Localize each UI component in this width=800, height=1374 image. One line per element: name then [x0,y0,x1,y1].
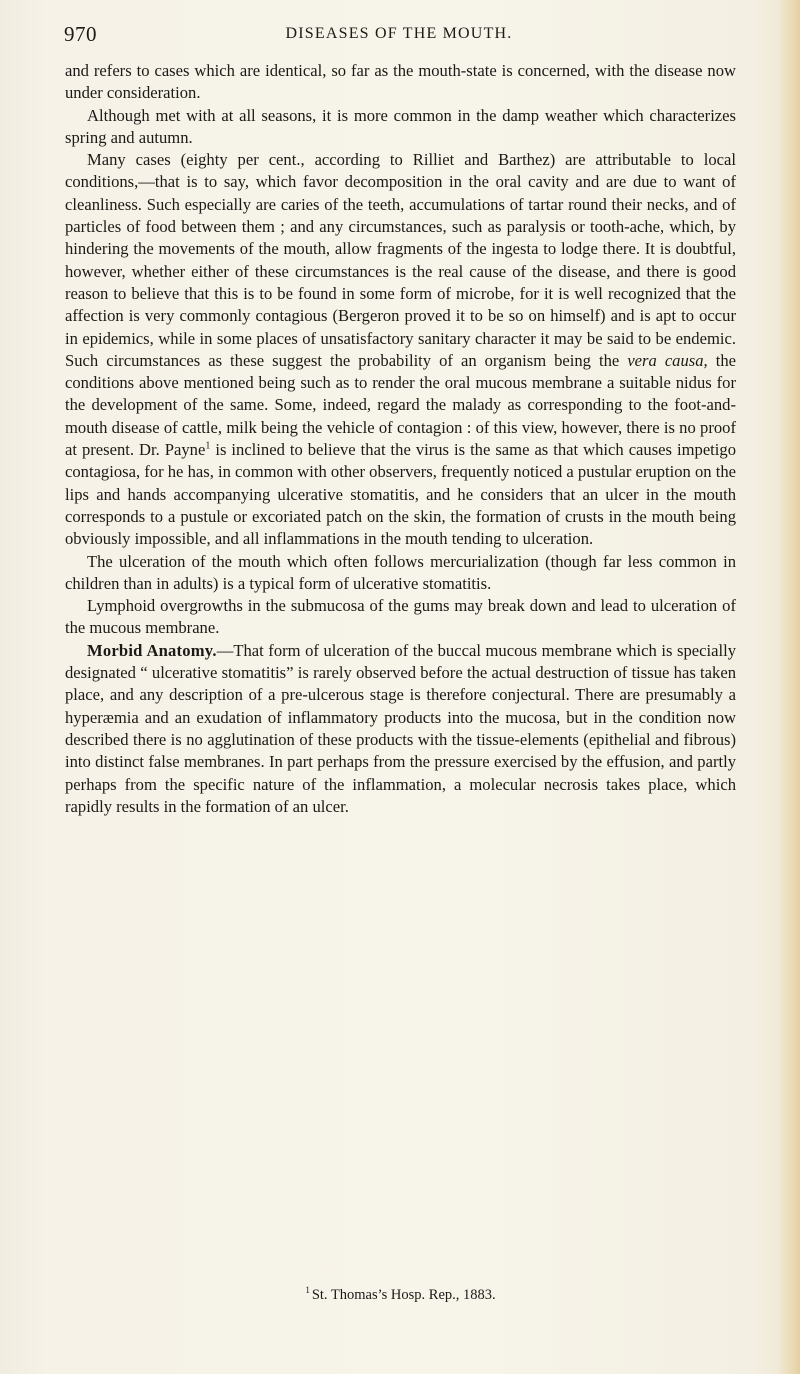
footnote-reference: 1 [205,440,211,452]
footnote-text: St. Thomas’s Hosp. Rep., 1883. [311,1287,496,1303]
running-head: DISEASES OF THE MOUTH. [285,25,513,42]
causes-text-part-2: the conditions above mentioned being such as to render the oral mucous membrane a suitable nidus for the development of the same. Some, indeed, regard the malady as corresponding to the foot-and-mouth disease of cattle, milk being the vehicle of contagion : of this view, however, there is no proof at present. Dr. Payne [65,350,736,460]
causes-text-part-3: is inclined to believe that the virus is the same as that which causes impetigo contagiosa, for he has, in common with other observers, frequently noticed a pustular eruption on the lips and hands accompanying ulcerative stomatitis, and he considers that an ulcer in the mouth corresponds to a pustule or excoriated patch on the skin, the formation of crusts in the mouth being obviously impossible, and all inflammations in the mouth tending to ulceration. [65,440,736,549]
section-heading-morbid-anatomy: Morbid Anatomy. [87,640,217,660]
paragraph-morbid-anatomy [65,640,736,818]
paragraph-mercurialization: The ulceration of the mouth which often follows mercurialization (though far less common in children than in adults) is a typical form of ulcerative stomatitis. [65,551,736,593]
vera-causa-italic: vera causa, [627,350,708,370]
footnote [65,1287,736,1304]
page-header [64,22,734,46]
paragraph-lymphoid: Lymphoid overgrowths in the submucosa of the gums may break down and lead to ulceration of the mucous membrane. [65,596,736,638]
footnote-marker: 1 [305,1285,310,1296]
page-number: 970 [64,22,97,46]
causes-text-part-1: Many cases (eighty per cent., according to Rilliet and Barthez) are attributable to local conditions,—that is to say, which favor decomposition in the oral cavity and are due to want of cleanliness. Such especially are caries of the teeth, accumulations of tartar round their necks, and of particles of food between them ; and any circumstances, such as paralysis or tooth-ache, which, by hindering the movements of the mouth, allow fragments of the ingesta to lodge there. It is doubtful, however, whether either of these circumstances is the real cause of the disease, and there is good reason to believe that this is to be found in some form of microbe, for it is well recognized that the affection is very commonly contagious (Bergeron proved it to be so on himself) and is apt to occur in epidemics, while in some places of unsatisfactory sanitary character it may be said to be endemic. Such circumstances as these suggest the probability of an organism being the [65,150,736,370]
body-text [65,60,736,818]
paragraph-seasons: Although met with at all seasons, it is more common in the damp weather which characterizes spring and autumn. [65,105,736,147]
page-edge-shading [778,0,800,1374]
morbid-anatomy-text: —That form of ulceration of the buccal mucous membrane which is specially designated “ ulcerative stomatitis” is rarely observed before the actual destruction of tissue has taken place, and any description of a pre-ulcerous stage is therefore conjectural. There are presumably a hyperæmia and an exudation of inflammatory products into the mucosa, but in the condition now described there is no agglutination of these products with the tissue-elements (epithelial and fibrous) into distinct false membranes. In part perhaps from the pressure exercised by the effusion, and partly perhaps from the specific nature of the inflammation, a molecular necrosis takes place, which rapidly results in the formation of an ulcer. [65,640,737,816]
paragraph-causes [65,149,736,550]
paragraph-continuation: and refers to cases which are identical, so far as the mouth-state is concerned, with the disease now under consideration. [65,61,736,103]
